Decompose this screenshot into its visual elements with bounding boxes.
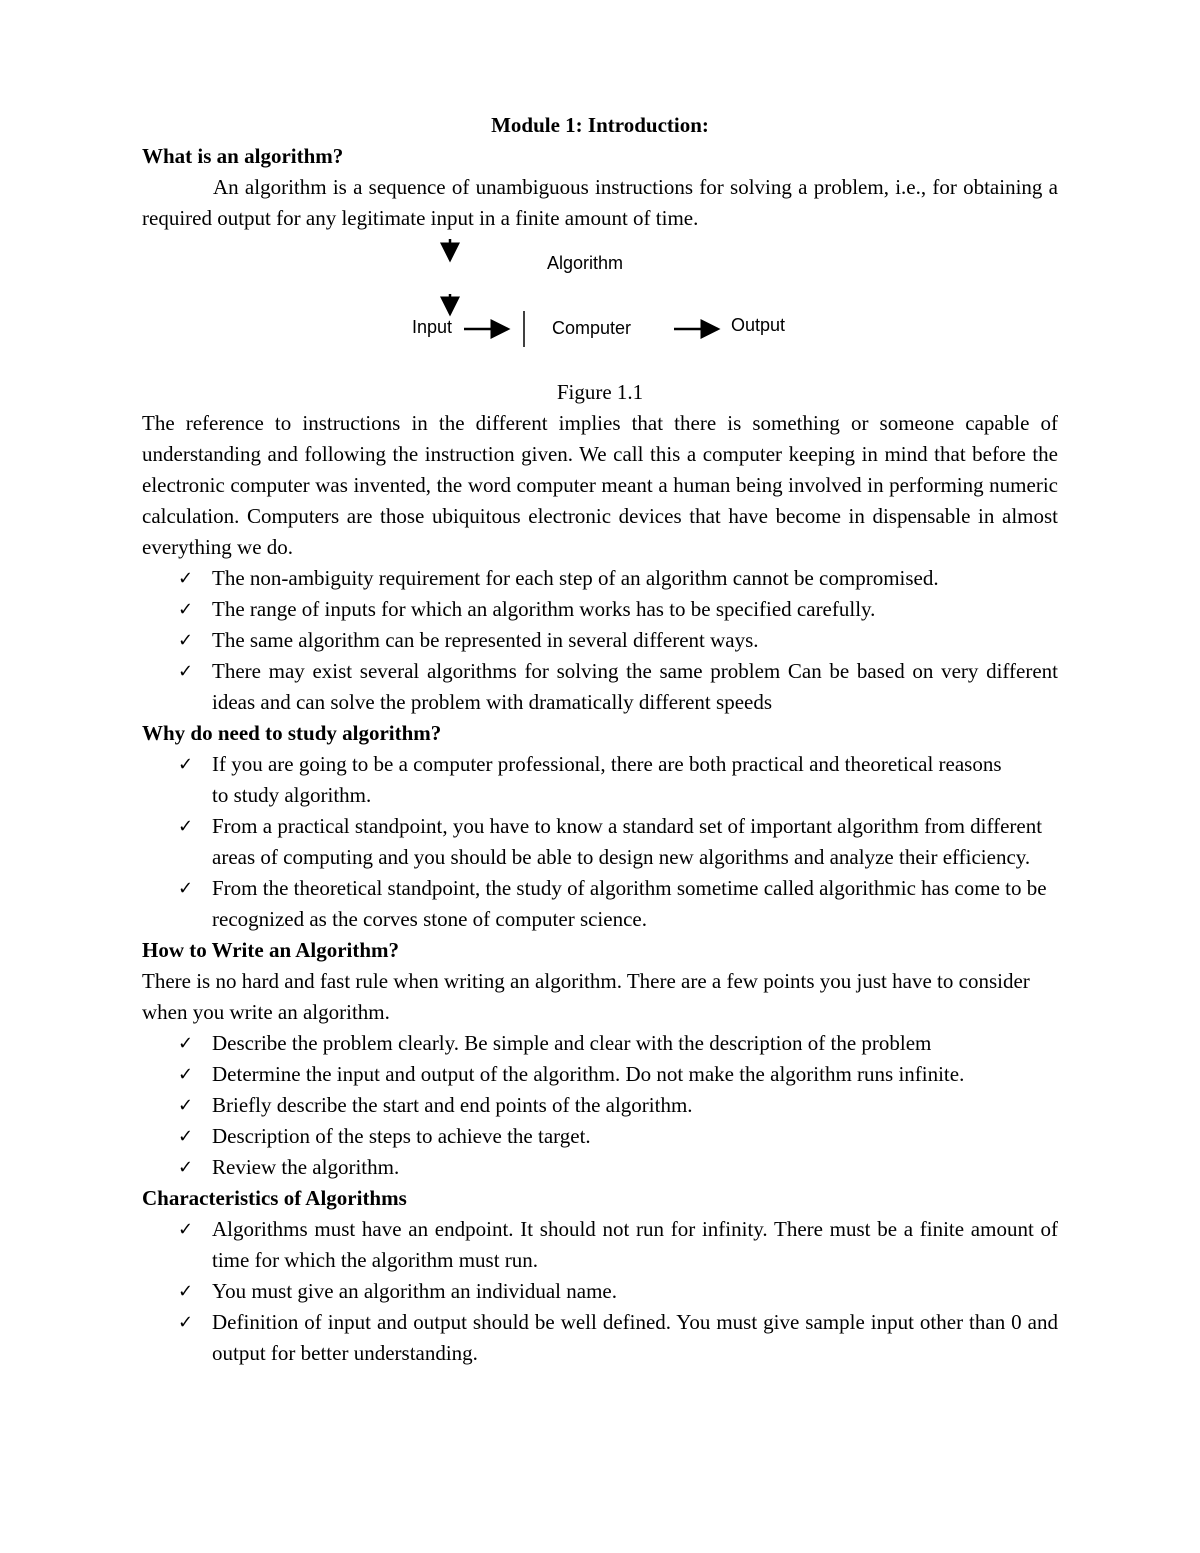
check-icon: ✓ — [178, 1064, 194, 1085]
check-icon: ✓ — [178, 1281, 194, 1302]
list-item: ✓ Briefly describe the start and end points of the algorithm. — [142, 1090, 1058, 1121]
list-item: ✓ Description of the steps to achieve the target. — [142, 1121, 1058, 1152]
heading-characteristics: Characteristics of Algorithms — [142, 1186, 407, 1210]
check-icon: ✓ — [178, 816, 194, 837]
check-icon: ✓ — [178, 568, 194, 589]
list-item: ✓ There may exist several algorithms for solving the same problem Can be based on very different ideas and can solve the problem with dramatically different speeds — [142, 656, 1058, 718]
list-item: ✓ From the theoretical standpoint, the study of algorithm sometime called algorithmic has come to be recognized as the corves stone of computer science. — [142, 873, 1058, 935]
document-page — [142, 110, 1058, 1369]
list-item: ✓ Definition of input and output should be well defined. You must give sample input other than 0 and output for better understanding. — [142, 1307, 1058, 1369]
figure-label-input: Input — [412, 317, 453, 337]
list-item: ✓ The range of inputs for which an algorithm works has to be specified carefully. — [142, 594, 1058, 625]
figure-caption: Figure 1.1 — [556, 380, 644, 404]
list-item: ✓ You must give an algorithm an individual name. — [142, 1276, 1058, 1307]
check-icon: ✓ — [178, 878, 194, 899]
list-item: ✓ Determine the input and output of the algorithm. Do not make the algorithm runs infinite. — [142, 1059, 1058, 1090]
paragraph: There is no hard and fast rule when writing an algorithm. There are a few points you just have to consider when you write an algorithm. — [142, 969, 1030, 1024]
heading-how-to-write: How to Write an Algorithm? — [142, 938, 400, 962]
check-icon: ✓ — [178, 1033, 194, 1054]
list-item: ✓ Review the algorithm. — [142, 1152, 1058, 1183]
list-item: ✓ Describe the problem clearly. Be simple and clear with the description of the problem — [142, 1028, 1058, 1059]
check-icon: ✓ — [178, 1157, 194, 1178]
bullet-list — [142, 1214, 1058, 1369]
check-icon: ✓ — [178, 1312, 194, 1333]
check-icon: ✓ — [178, 661, 194, 682]
check-icon: ✓ — [178, 1095, 194, 1116]
page-title: Module 1: Introduction: — [491, 113, 709, 137]
list-item: ✓ Algorithms must have an endpoint. It should not run for infinity. There must be a finite amount of time for which the algorithm must run. — [142, 1214, 1058, 1276]
paragraph: The reference to instructions in the different implies that there is something or someone capable of understanding and following the instruction given. We call this a computer keeping in mind that before the electronic computer was invented, the word computer meant a human being involved in performing numeric calculation. Computers are those ubiquitous electronic devices that have become in dispensable in almost everything we do. — [142, 411, 1058, 559]
list-item: ✓ From a practical standpoint, you have to know a standard set of important algorithm from different areas of computing and you should be able to design new algorithms and analyze their efficiency. — [142, 811, 1058, 873]
heading-what-is-algorithm: What is an algorithm? — [142, 144, 344, 168]
list-item: ✓ The non-ambiguity requirement for each step of an algorithm cannot be compromised. — [142, 563, 1058, 594]
bullet-list — [142, 563, 1058, 718]
bullet-list — [142, 1028, 1058, 1183]
bullet-list — [142, 749, 1058, 935]
list-item: ✓ The same algorithm can be represented in several different ways. — [142, 625, 1058, 656]
figure-diagram — [142, 234, 1058, 377]
figure-label-computer: Computer — [552, 318, 632, 338]
definition-paragraph: An algorithm is a sequence of unambiguous instructions for solving a problem, i.e., for obtaining a required output for any legitimate input in a finite amount of time. — [142, 175, 1058, 230]
list-item: ✓ If you are going to be a computer professional, there are both practical and theoretical reasons to study algorithm. — [142, 749, 1058, 811]
check-icon: ✓ — [178, 754, 194, 775]
check-icon: ✓ — [178, 630, 194, 651]
heading-why-study: Why do need to study algorithm? — [142, 721, 442, 745]
check-icon: ✓ — [178, 1219, 194, 1240]
check-icon: ✓ — [178, 1126, 194, 1147]
figure-label-output: Output — [731, 315, 786, 335]
check-icon: ✓ — [178, 599, 194, 620]
figure-label-algorithm: Algorithm — [547, 253, 624, 273]
